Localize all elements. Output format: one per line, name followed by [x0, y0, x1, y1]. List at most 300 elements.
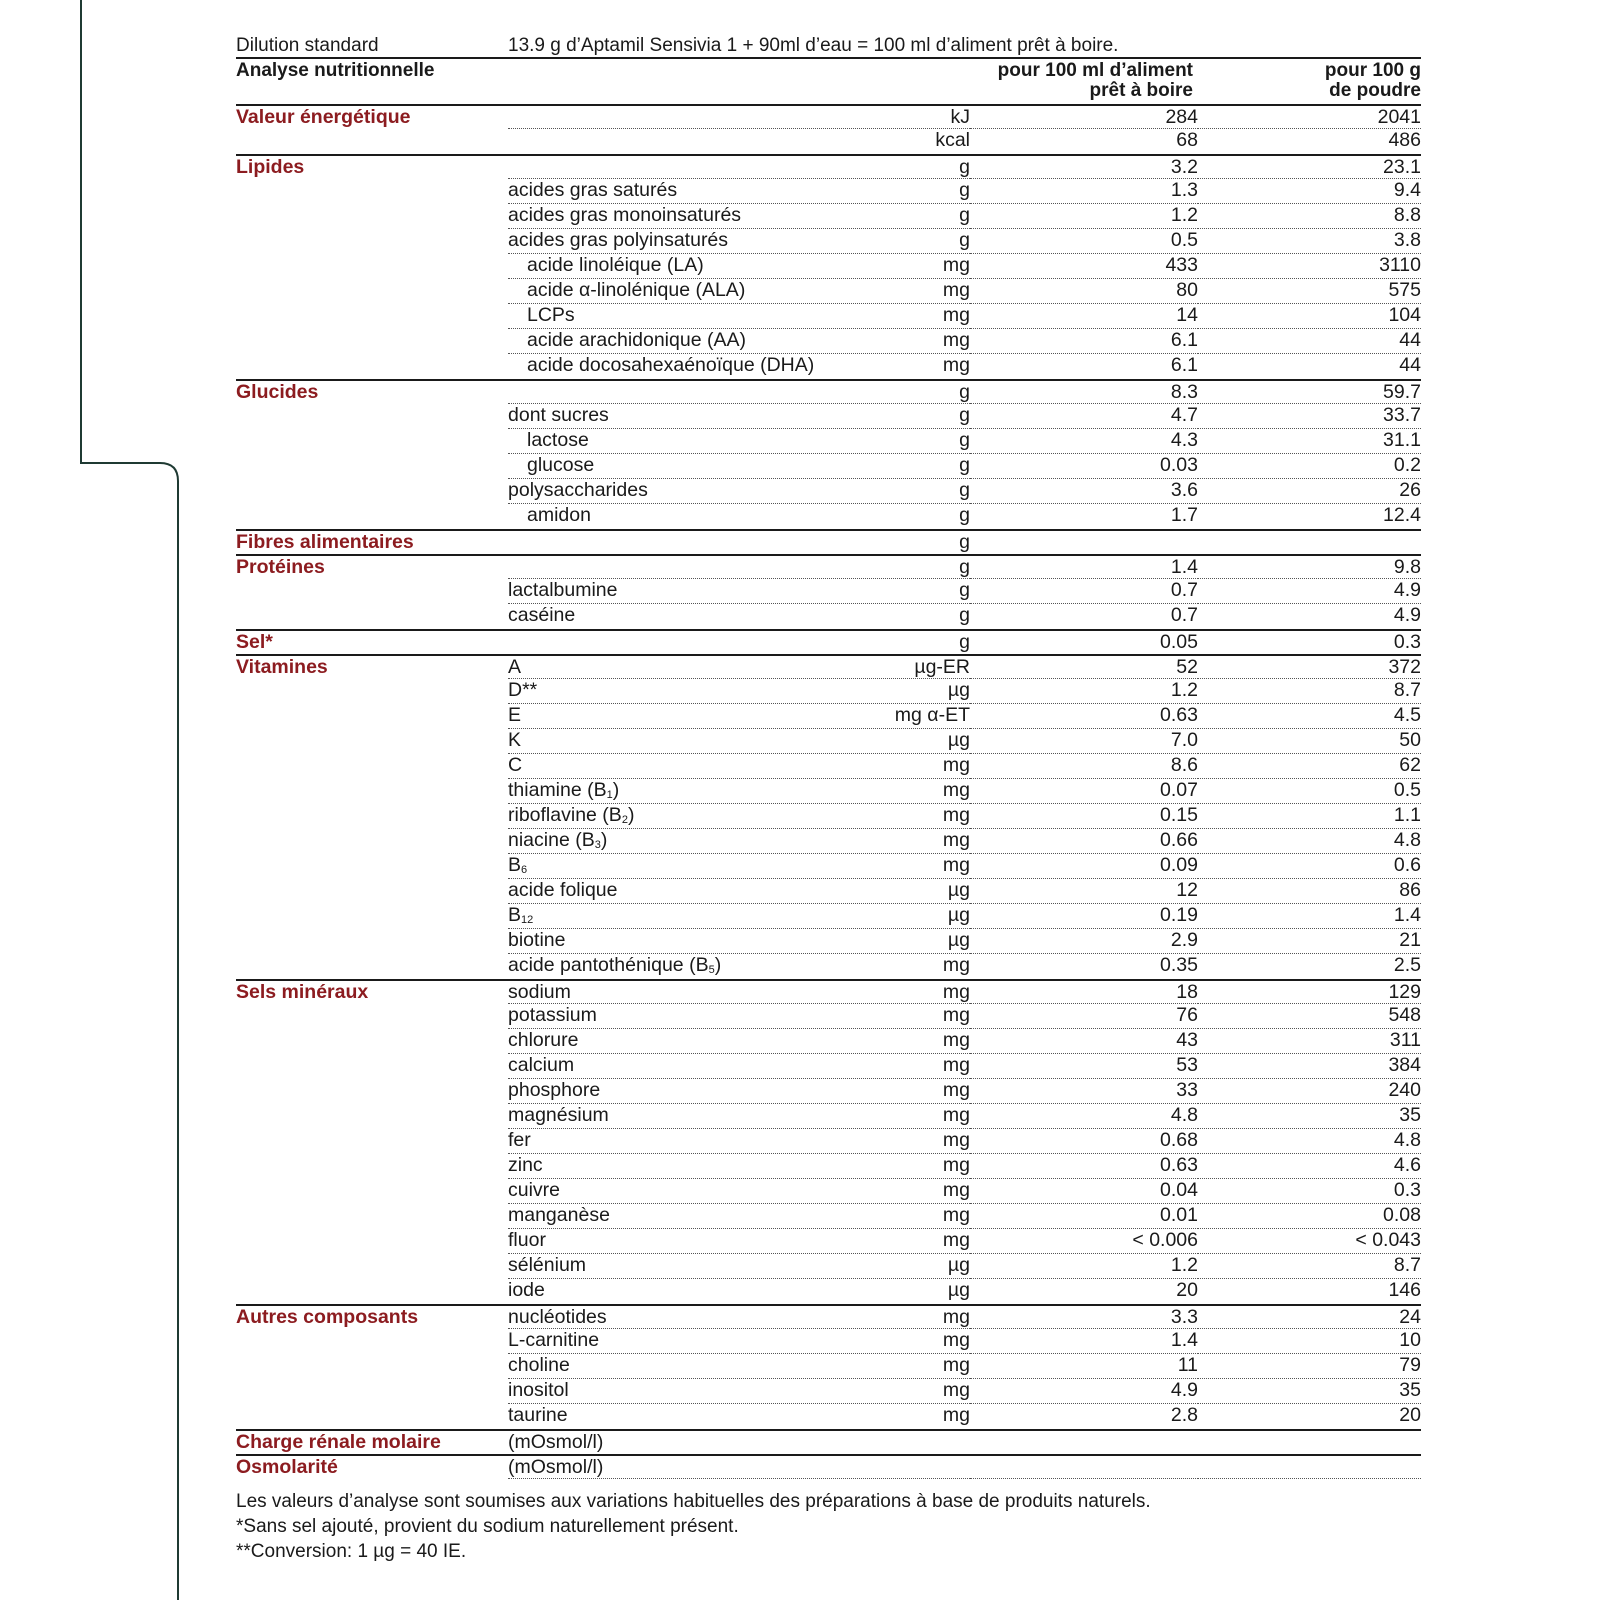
- value-per-100g: 486: [1388, 129, 1421, 151]
- category-label: Glucides: [236, 379, 508, 404]
- unit-label: mg: [942, 1104, 970, 1126]
- nutrient-name: g acides gras monoinsaturés: [508, 204, 970, 229]
- table-row: [236, 1079, 1421, 1104]
- unit-label: mg: [942, 1329, 970, 1351]
- value-per-100g: 4.9: [1198, 579, 1421, 604]
- value-per-100ml: 4.8: [970, 1104, 1198, 1129]
- value-per-100ml: 3.6: [970, 479, 1198, 504]
- value-per-100g: 44: [1198, 329, 1421, 354]
- table-row: [236, 954, 1421, 979]
- value-per-100g: 9.4: [1198, 179, 1421, 204]
- unit-label: mg: [942, 1054, 970, 1076]
- table-row: [236, 904, 1421, 929]
- value-per-100ml: 6.1: [970, 329, 1198, 354]
- table-row: [236, 154, 1421, 179]
- value-per-100ml: 1.2: [970, 204, 1198, 229]
- category-spacer: [236, 1254, 508, 1279]
- unit-label: mg: [942, 1229, 970, 1251]
- nutrient-name: mg chlorure: [508, 1029, 970, 1054]
- value-per-100g: [1198, 1454, 1421, 1479]
- category-label: Protéines: [236, 554, 508, 579]
- category-spacer: [236, 479, 508, 504]
- nutrient-name: mg acide docosahexaénoïque (DHA): [527, 354, 970, 376]
- nutrient-name: [508, 529, 970, 554]
- table-row: [236, 204, 1421, 229]
- table-row: [236, 279, 1421, 304]
- unit-label: mg: [942, 254, 970, 276]
- table-row: [236, 1154, 1421, 1179]
- nutrient-name: mg phosphore: [508, 1079, 970, 1104]
- category-spacer: [236, 1354, 508, 1379]
- category-spacer: [236, 279, 508, 304]
- value-per-100ml: 4.7: [970, 404, 1198, 429]
- category-spacer: [236, 1004, 508, 1029]
- value-per-100g: 104: [1198, 304, 1421, 329]
- category-spacer: [236, 1129, 508, 1154]
- table-row: [236, 1354, 1421, 1379]
- category-label: Sel*: [236, 629, 508, 654]
- table-row: [236, 779, 1421, 804]
- category-spacer: [236, 904, 508, 929]
- value-per-100ml: 3.2: [970, 154, 1198, 179]
- value-per-100ml: 0.7: [1170, 604, 1198, 626]
- nutrient-name: g dont sucres: [508, 404, 970, 429]
- value-per-100ml: 1.7: [1170, 504, 1198, 526]
- category-label: Lipides: [236, 154, 508, 179]
- category-spacer: [236, 429, 508, 454]
- table-row: [236, 104, 1421, 129]
- unit-label: mg: [942, 1154, 970, 1176]
- value-per-100g: 0.5: [1198, 779, 1421, 804]
- value-per-100g: 86: [1198, 879, 1421, 904]
- table-row: [236, 379, 1421, 404]
- table-title: Analyse nutritionnelle: [236, 60, 435, 81]
- category-spacer: [236, 729, 508, 754]
- unit-label: g: [959, 204, 970, 226]
- value-per-100g: 0.08: [1198, 1204, 1421, 1229]
- table-row: [236, 929, 1421, 954]
- nutrient-name: [508, 554, 970, 579]
- nutrient-name: (mOsmol/l): [508, 1454, 970, 1479]
- unit-label: µg: [947, 904, 970, 926]
- value-per-100g: 0.2: [1198, 454, 1421, 479]
- category-spacer: [236, 1054, 508, 1079]
- value-per-100ml: 0.19: [970, 904, 1198, 929]
- category-spacer: [236, 1104, 508, 1129]
- unit-label: kJ: [950, 106, 970, 128]
- category-spacer: [236, 454, 508, 479]
- category-spacer: [236, 1179, 508, 1204]
- footnote: *Sans sel ajouté, provient du sodium naturellement présent.: [236, 1516, 739, 1537]
- nutrient-name: mg $B_6$: [508, 854, 970, 879]
- value-per-100g: 1.4: [1198, 904, 1421, 929]
- table-row: [236, 1029, 1421, 1054]
- value-per-100ml: 33: [970, 1079, 1198, 1104]
- unit-label: kcal: [935, 129, 970, 151]
- nutrient-name: mg inositol: [508, 1379, 970, 1404]
- value-per-100g: 59.7: [1198, 379, 1421, 404]
- value-per-100ml: 80: [970, 279, 1198, 304]
- value-per-100g: 35: [1198, 1379, 1421, 1404]
- table-row: [236, 354, 1421, 379]
- table-row: [236, 704, 1421, 729]
- table-row: [236, 1379, 1421, 1404]
- value-per-100g: 23.1: [1198, 154, 1421, 179]
- nutrient-name: [508, 379, 970, 404]
- value-per-100ml: 76: [970, 1004, 1198, 1029]
- value-per-100g: 4.8: [1198, 1129, 1421, 1154]
- unit-label: g: [959, 156, 970, 178]
- nutrient-name: mg acide α-linolénique (ALA): [508, 279, 970, 304]
- value-per-100g: 2.5: [1393, 954, 1421, 976]
- table-row: [236, 1329, 1421, 1354]
- category-spacer: [236, 1379, 508, 1404]
- category-spacer: [236, 854, 508, 879]
- value-per-100g: 33.7: [1198, 404, 1421, 429]
- unit-label: mg: [942, 329, 970, 351]
- table-row: [236, 229, 1421, 254]
- table-row: [236, 829, 1421, 854]
- nutrient-name: g amidon: [527, 504, 970, 526]
- value-per-100g: 12.4: [1383, 504, 1421, 526]
- footnotes: [236, 1489, 1421, 1564]
- nutrient-name: mg nucléotides: [508, 1306, 970, 1328]
- value-per-100ml: 11: [970, 1354, 1198, 1379]
- value-per-100g: 35: [1198, 1104, 1421, 1129]
- value-per-100g: 10: [1198, 1329, 1421, 1354]
- category-spacer: [236, 804, 508, 829]
- category-spacer: [236, 1229, 508, 1254]
- unit-label: g: [959, 604, 970, 626]
- value-per-100ml: 12: [970, 879, 1198, 904]
- table-row: [236, 129, 1421, 154]
- nutrient-name: µg $B_{12}$: [508, 904, 970, 929]
- nutrient-name: mg L-carnitine: [508, 1329, 970, 1354]
- unit-label: µg: [947, 929, 970, 951]
- category-spacer: [236, 129, 508, 154]
- value-per-100g: 8.8: [1198, 204, 1421, 229]
- value-per-100g: 79: [1198, 1354, 1421, 1379]
- category-spacer: [236, 254, 508, 279]
- unit-label: µg: [947, 879, 970, 901]
- category-spacer: [236, 1029, 508, 1054]
- value-per-100ml: 0.63: [970, 1154, 1198, 1179]
- category-spacer: [236, 704, 508, 729]
- value-per-100ml: 0.66: [970, 829, 1198, 854]
- category-spacer: [236, 879, 508, 904]
- table-row: [236, 1179, 1421, 1204]
- category-spacer: [236, 1154, 508, 1179]
- value-per-100g: 8.7: [1198, 679, 1421, 704]
- value-per-100ml: 433: [970, 254, 1198, 279]
- value-per-100ml: 20: [1176, 1279, 1198, 1301]
- value-per-100ml: 0.35: [1160, 954, 1198, 976]
- value-per-100ml: 1.3: [970, 179, 1198, 204]
- category-spacer: [236, 604, 508, 629]
- table-row: [236, 879, 1421, 904]
- nutrient-name: mg thiamine $(B_1)$: [508, 779, 970, 804]
- dilution-text: 13.9 g d’Aptamil Sensivia 1 + 90ml d’eau = 100 ml d’aliment prêt à boire.: [508, 35, 1119, 56]
- unit-label: g: [959, 556, 970, 578]
- value-per-100g: 3110: [1198, 254, 1421, 279]
- unit-label: mg α-ET: [894, 704, 970, 726]
- category-spacer: [236, 179, 508, 204]
- unit-label: mg: [942, 1129, 970, 1151]
- unit-label: mg: [942, 1079, 970, 1101]
- table-row: [236, 179, 1421, 204]
- unit-label: g: [959, 454, 970, 476]
- table-row: [236, 1279, 1421, 1304]
- value-per-100ml: 52: [970, 654, 1198, 679]
- table-row: [236, 629, 1421, 654]
- table-row: [236, 1454, 1421, 1479]
- value-per-100g: 1.1: [1198, 804, 1421, 829]
- table-row: [236, 329, 1421, 354]
- table-row: [236, 754, 1421, 779]
- category-label: Osmolarité: [236, 1454, 508, 1479]
- value-per-100g: 3.8: [1198, 229, 1421, 254]
- value-per-100ml: 4.3: [970, 429, 1198, 454]
- table-row: [236, 1254, 1421, 1279]
- unit-label: mg: [942, 954, 970, 976]
- value-per-100g: 372: [1198, 654, 1421, 679]
- value-per-100ml: 0.05: [970, 629, 1198, 654]
- nutrient-name: µg iode: [508, 1279, 970, 1301]
- table-row: [236, 1229, 1421, 1254]
- nutrient-name: (mOsmol/l): [508, 1429, 970, 1454]
- value-per-100ml: 0.68: [970, 1129, 1198, 1154]
- unit-label: mg: [942, 354, 970, 376]
- unit-label: mg: [942, 854, 970, 876]
- category-spacer: [236, 504, 508, 529]
- value-per-100ml: 4.9: [970, 1379, 1198, 1404]
- value-per-100ml: 6.1: [1170, 354, 1198, 376]
- table-row: [236, 479, 1421, 504]
- unit-label: g: [959, 429, 970, 451]
- table-body: [236, 104, 1421, 1479]
- category-label: Fibres alimentaires: [236, 529, 508, 554]
- table-row: [236, 404, 1421, 429]
- table-row: [236, 579, 1421, 604]
- table-header: [236, 59, 1421, 104]
- category-spacer: [236, 204, 508, 229]
- nutrient-name: g acides gras polyinsaturés: [508, 229, 970, 254]
- nutrient-name: [508, 629, 970, 654]
- unit-label: mg: [942, 1204, 970, 1226]
- category-spacer: [236, 1204, 508, 1229]
- nutrient-name: [508, 104, 970, 129]
- value-per-100ml: 3.3: [970, 1304, 1198, 1329]
- nutrient-name: mg zinc: [508, 1154, 970, 1179]
- unit-label: µg-ER: [914, 656, 970, 678]
- category-spacer: [236, 1079, 508, 1104]
- value-per-100ml: 284: [970, 104, 1198, 129]
- unit-label: mg: [942, 981, 970, 1003]
- table-row: [236, 1129, 1421, 1154]
- table-row: [236, 529, 1421, 554]
- unit-label: mg: [942, 1354, 970, 1376]
- value-per-100g: 0.6: [1198, 854, 1421, 879]
- table-row: [236, 254, 1421, 279]
- nutrient-name: mg magnésium: [508, 1104, 970, 1129]
- nutrient-name: g glucose: [508, 454, 970, 479]
- nutrient-name: g polysaccharides: [508, 479, 970, 504]
- value-per-100ml: 2.9: [970, 929, 1198, 954]
- value-per-100ml: 1.2: [970, 1254, 1198, 1279]
- value-per-100g: 50: [1198, 729, 1421, 754]
- value-per-100g: 0.3: [1198, 1179, 1421, 1204]
- unit-label: mg: [942, 804, 970, 826]
- value-per-100g: 24: [1198, 1304, 1421, 1329]
- nutrient-name: mg LCPs: [508, 304, 970, 329]
- category-spacer: [236, 404, 508, 429]
- value-per-100ml: 1.2: [970, 679, 1198, 704]
- nutrient-name: [508, 154, 970, 179]
- nutrient-name: µg acide folique: [508, 879, 970, 904]
- category-label: Charge rénale molaire: [236, 1429, 508, 1454]
- value-per-100ml: 0.09: [970, 854, 1198, 879]
- category-spacer: [236, 679, 508, 704]
- nutrition-table: [236, 32, 1421, 1564]
- category-label: Valeur énergétique: [236, 104, 508, 129]
- table-row: [236, 679, 1421, 704]
- unit-label: g: [959, 179, 970, 201]
- nutrient-name: mg α-ET E: [508, 704, 970, 729]
- unit-label: µg: [947, 679, 970, 701]
- value-per-100g: 240: [1198, 1079, 1421, 1104]
- nutrient-name: mg choline: [508, 1354, 970, 1379]
- dilution-label: Dilution standard: [236, 35, 379, 56]
- table-row: [236, 454, 1421, 479]
- category-spacer: [236, 929, 508, 954]
- table-row: [236, 504, 1421, 529]
- nutrient-name: mg manganèse: [508, 1204, 970, 1229]
- nutrient-name: mg acide linoléique (LA): [508, 254, 970, 279]
- table-row: [236, 554, 1421, 579]
- category-spacer: [236, 229, 508, 254]
- value-per-100g: 44: [1399, 354, 1421, 376]
- value-per-100ml: < 0.006: [970, 1229, 1198, 1254]
- nutrient-name: mg riboflavine $(B_2)$: [508, 804, 970, 829]
- category-spacer: [236, 1404, 508, 1429]
- category-label: Autres composants: [236, 1304, 508, 1329]
- table-row: [236, 604, 1421, 629]
- table-row: [236, 1404, 1421, 1429]
- unit-label: g: [959, 531, 970, 553]
- value-per-100g: 311: [1198, 1029, 1421, 1054]
- value-per-100g: 4.9: [1393, 604, 1421, 626]
- value-per-100g: 0.3: [1198, 629, 1421, 654]
- unit-label: g: [959, 504, 970, 526]
- table-row: [236, 979, 1421, 1004]
- unit-label: mg: [942, 779, 970, 801]
- category-label: Sels minéraux: [236, 979, 508, 1004]
- category-spacer: [236, 1279, 508, 1304]
- value-per-100g: 146: [1388, 1279, 1421, 1301]
- unit-label: g: [959, 229, 970, 251]
- category-spacer: [236, 779, 508, 804]
- category-spacer: [236, 954, 508, 979]
- value-per-100ml: 1.4: [970, 554, 1198, 579]
- nutrient-name: mg sodium: [508, 981, 970, 1003]
- value-per-100g: 20: [1399, 1404, 1421, 1426]
- value-per-100ml: [970, 1454, 1198, 1479]
- nutrient-name: µg D**: [508, 679, 970, 704]
- value-per-100ml: 43: [970, 1029, 1198, 1054]
- nutrient-name: g lactalbumine: [508, 579, 970, 604]
- nutrient-name: mg potassium: [508, 1004, 970, 1029]
- table-row: [236, 1204, 1421, 1229]
- unit-label: mg: [942, 1306, 970, 1328]
- value-per-100ml: 1.4: [970, 1329, 1198, 1354]
- value-per-100g: 2041: [1198, 104, 1421, 129]
- value-per-100ml: 0.03: [970, 454, 1198, 479]
- unit-label: µg: [947, 729, 970, 751]
- nutrient-name: mg taurine: [508, 1404, 970, 1426]
- nutrient-name: g caséine: [508, 604, 970, 626]
- unit-label: mg: [942, 279, 970, 301]
- category-label: Vitamines: [236, 654, 508, 679]
- value-per-100ml: 0.01: [970, 1204, 1198, 1229]
- table-row: [236, 1429, 1421, 1454]
- value-per-100ml: 0.15: [970, 804, 1198, 829]
- category-spacer: [236, 579, 508, 604]
- category-spacer: [236, 829, 508, 854]
- value-per-100g: 4.6: [1198, 1154, 1421, 1179]
- unit-label: mg: [942, 1404, 970, 1426]
- unit-label: µg: [947, 1279, 970, 1301]
- value-per-100g: 26: [1198, 479, 1421, 504]
- value-per-100ml: 8.3: [970, 379, 1198, 404]
- nutrient-name: µg sélénium: [508, 1254, 970, 1279]
- value-per-100g: 9.8: [1198, 554, 1421, 579]
- table-row: [236, 429, 1421, 454]
- table-row: [236, 729, 1421, 754]
- value-per-100g: 129: [1198, 979, 1421, 1004]
- category-spacer: [236, 329, 508, 354]
- footnote: **Conversion: 1 µg = 40 IE.: [236, 1541, 467, 1562]
- unit-label: g: [959, 479, 970, 501]
- value-per-100ml: 0.7: [970, 579, 1198, 604]
- value-per-100g: 4.8: [1198, 829, 1421, 854]
- nutrient-name: g acides gras saturés: [508, 179, 970, 204]
- table-row: [236, 304, 1421, 329]
- nutrient-name: mg acide arachidonique (AA): [508, 329, 970, 354]
- column-header-per-100ml: pour 100 ml d’aliment prêt à boire: [997, 60, 1193, 101]
- value-per-100ml: [970, 529, 1198, 554]
- value-per-100g: 8.7: [1198, 1254, 1421, 1279]
- value-per-100g: 575: [1198, 279, 1421, 304]
- value-per-100ml: 68: [1176, 129, 1198, 151]
- value-per-100ml: 0.07: [970, 779, 1198, 804]
- nutrient-name: [508, 129, 970, 154]
- unit-label: mg: [942, 1379, 970, 1401]
- value-per-100ml: 0.04: [970, 1179, 1198, 1204]
- category-spacer: [236, 354, 508, 379]
- value-per-100ml: 18: [970, 979, 1198, 1004]
- column-header-per-100g: pour 100 g de poudre: [1324, 60, 1421, 101]
- nutrient-name: mg fer: [508, 1129, 970, 1154]
- nutrient-name: g lactose: [508, 429, 970, 454]
- value-per-100g: 548: [1198, 1004, 1421, 1029]
- unit-label: mg: [942, 754, 970, 776]
- table-row: [236, 1104, 1421, 1129]
- nutrient-name: µg biotine: [508, 929, 970, 954]
- unit-label: g: [959, 404, 970, 426]
- unit-label: µg: [947, 1254, 970, 1276]
- unit-label: g: [959, 579, 970, 601]
- value-per-100ml: 8.6: [970, 754, 1198, 779]
